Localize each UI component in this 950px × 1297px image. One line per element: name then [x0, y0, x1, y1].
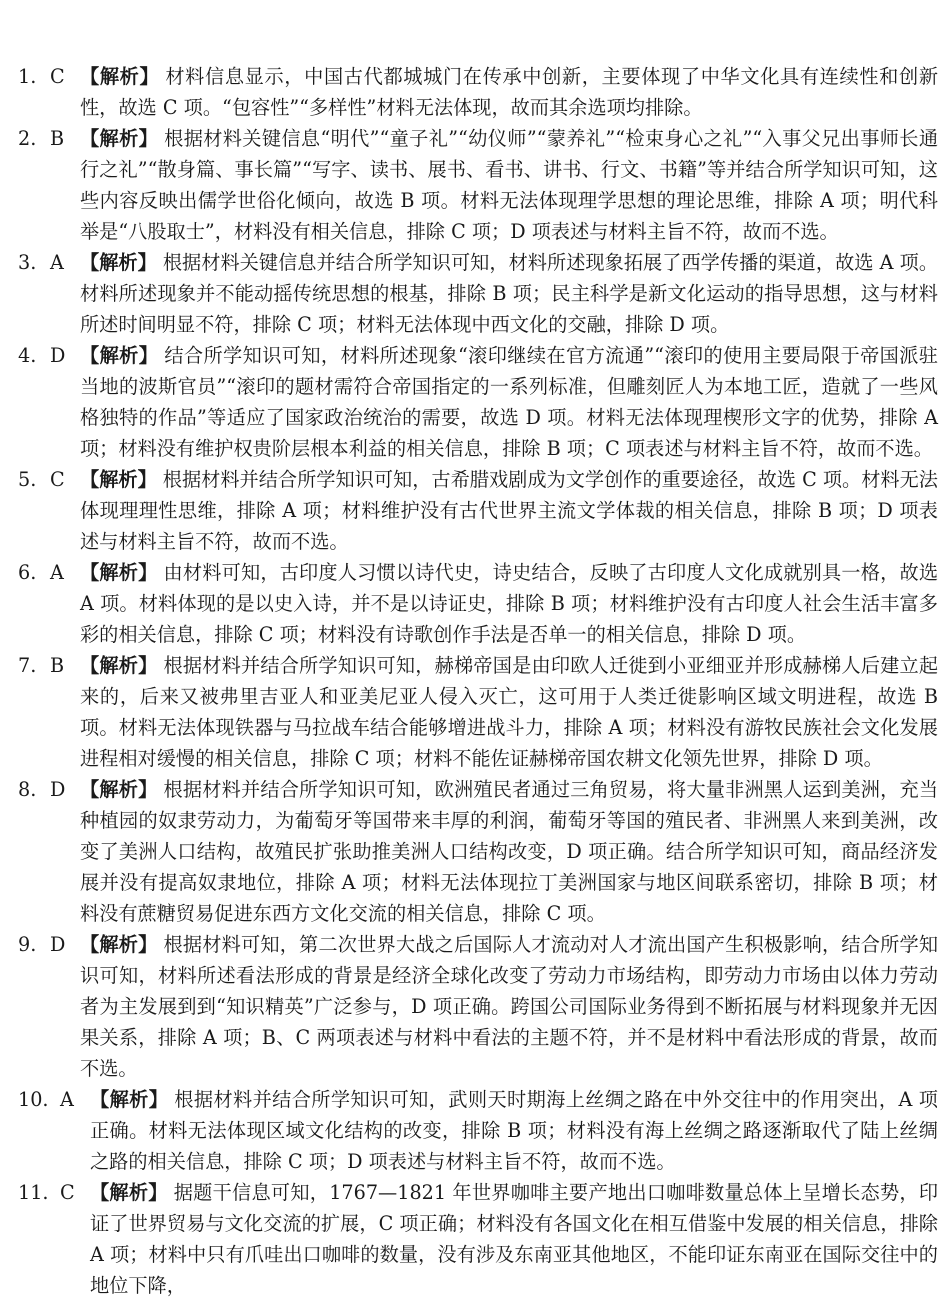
answer-item-10 [18, 1084, 938, 1177]
analysis-tag: 【解析】 [80, 65, 160, 88]
item-number: 4. [18, 344, 37, 367]
analysis-text: 根据材料可知，第二次世界大战之后国际人才流动对人才流出国产生积极影响，结合所学知识可知，材料所述看法形成的背景是经济全球化改变了劳动力市场结构，即劳动力市场由以体力劳动者为主发展到到“知识精英”广泛参与，D 项正确。跨国公司国际业务得到不断拓展与材料现象并无因果关系，排除 A 项；B、C 两项表述与材料中看法的主题不符，并不是材料中看法形成的背景，故而不选。 [80, 933, 939, 1080]
item-number: 2. [18, 127, 37, 150]
item-number: 10. [18, 1088, 49, 1111]
analysis-tag: 【解析】 [90, 1181, 168, 1204]
item-answer: D [50, 344, 66, 367]
item-number: 11. [18, 1181, 49, 1204]
item-number: 5. [18, 468, 37, 491]
item-answer: A [50, 251, 64, 274]
item-answer: C [50, 468, 65, 491]
answer-item-3 [18, 247, 938, 340]
analysis-text: 材料信息显示，中国古代都城城门在传承中创新，主要体现了中华文化具有连续性和创新性，故选 C 项。“包容性”“多样性”材料无法体现，故而其余选项均排除。 [80, 65, 939, 119]
item-answer: B [50, 127, 65, 150]
answer-item-2 [18, 123, 938, 247]
analysis-tag: 【解析】 [80, 468, 157, 491]
answer-item-11 [18, 1177, 938, 1297]
analysis-tag: 【解析】 [80, 654, 158, 677]
item-number: 7. [18, 654, 37, 677]
answer-item-5 [18, 464, 938, 557]
answer-item-8 [18, 774, 938, 929]
answer-item-7 [18, 650, 938, 774]
item-answer: C [50, 65, 65, 88]
item-number: 6. [18, 561, 37, 584]
analysis-text: 根据材料关键信息并结合所学知识可知，材料所述现象拓展了西学传播的渠道，故选 A 项。材料所述现象并不能动摇传统思想的根基，排除 B 项；民主科学是新文化运动的指导思想，这与材料所述时间明显不符，排除 C 项；材料无法体现中西文化的交融，排除 D 项。 [80, 251, 939, 336]
item-answer: D [50, 933, 66, 956]
analysis-text: 由材料可知，古印度人习惯以诗代史，诗史结合，反映了古印度人文化成就别具一格，故选 A 项。材料体现的是以史入诗，并不是以诗证史，排除 B 项；材料维护没有古印度人社会生活丰富多彩的相关信息，排除 C 项；材料没有诗歌创作手法是否单一的相关信息，排除 D 项。 [80, 561, 939, 646]
analysis-text: 据题干信息可知，1767—1821 年世界咖啡主要产地出口咖啡数量总体上呈增长态势，印证了世界贸易与文化交流的扩展，C 项正确；材料没有各国文化在相互借鉴中发展的相关信息，排除 A 项；材料中只有爪哇出口咖啡的数量，没有涉及东南亚其他地区，不能印证东南亚在国际交往中的地位下降， [90, 1181, 938, 1297]
analysis-tag: 【解析】 [80, 933, 158, 956]
analysis-tag: 【解析】 [80, 251, 157, 274]
item-answer: C [60, 1181, 75, 1204]
item-answer: D [50, 778, 66, 801]
answer-item-6 [18, 557, 938, 650]
analysis-text: 根据材料并结合所学知识可知，古希腊戏剧成为文学创作的重要途径，故选 C 项。材料无法体现理理性思维，排除 A 项；材料维护没有古代世界主流文学体裁的相关信息，排除 B 项；D 项表述与材料主旨不符，故而不选。 [80, 468, 938, 553]
item-answer: B [50, 654, 65, 677]
analysis-tag: 【解析】 [80, 561, 158, 584]
item-number: 3. [18, 251, 37, 274]
analysis-text: 根据材料并结合所学知识可知，赫梯帝国是由印欧人迁徙到小亚细亚并形成赫梯人后建立起来的，后来又被弗里吉亚人和亚美尼亚人侵入灭亡，这可用于人类迁徙影响区域文明进程，故选 B 项。材料无法体现铁器与马拉战车结合能够增进战斗力，排除 A 项；材料没有游牧民族社会文化发展进程相对缓慢的相关信息，排除 C 项；材料不能佐证赫梯帝国农耕文化领先世界，排除 D 项。 [80, 654, 939, 770]
analysis-tag: 【解析】 [80, 344, 159, 367]
analysis-tag: 【解析】 [80, 778, 158, 801]
answer-item-4 [18, 340, 938, 464]
item-answer: A [60, 1088, 74, 1111]
analysis-text: 根据材料并结合所学知识可知，欧洲殖民者通过三角贸易，将大量非洲黑人运到美洲，充当种植园的奴隶劳动力，为葡萄牙等国带来丰厚的利润，葡萄牙等国的殖民者、非洲黑人来到美洲，改变了美洲人口结构，故殖民扩张助推美洲人口结构改变，D 项正确。结合所学知识可知，商品经济发展并没有提高奴隶地位，排除 A 项；材料无法体现拉丁美洲国家与地区间联系密切，排除 B 项；材料没有蔗糖贸易促进东西方文化交流的相关信息，排除 C 项。 [80, 778, 939, 925]
answer-item-1 [18, 61, 938, 123]
item-number: 8. [18, 778, 37, 801]
analysis-text: 根据材料并结合所学知识可知，武则天时期海上丝绸之路在中外交往中的作用突出，A 项正确。材料无法体现区域文化结构的改变，排除 B 项；材料没有海上丝绸之路逐渐取代了陆上丝绸之路的相关信息，排除 C 项；D 项表述与材料主旨不符，故而不选。 [90, 1088, 938, 1173]
item-number: 1. [18, 65, 37, 88]
analysis-text: 结合所学知识可知，材料所述现象“滚印继续在官方流通”“滚印的使用主要局限于帝国派驻当地的波斯官员”“滚印的题材需符合帝国指定的一系列标准，但雕刻匠人为本地工匠，造就了一些风格独特的作品”等适应了国家政治统治的需要，故选 D 项。材料无法体现理楔形文字的优势，排除 A 项；材料没有维护权贵阶层根本利益的相关信息，排除 B 项；C 项表述与材料主旨不符，故而不选。 [80, 344, 938, 460]
item-answer: A [50, 561, 64, 584]
item-number: 9. [18, 933, 37, 956]
analysis-tag: 【解析】 [80, 127, 159, 150]
analysis-tag: 【解析】 [90, 1088, 169, 1111]
analysis-text: 根据材料关键信息“明代”“童子礼”“幼仪师”“蒙养礼”“检束身心之礼”“入事父兄出事师长通行之礼”“散身篇、事长篇”“写字、读书、展书、看书、讲书、行文、书籍”等并结合所学知识可知，这些内容反映出儒学世俗化倾向，故选 B 项。材料无法体现理学思想的理论思维，排除 A 项；明代科举是“八股取士”，材料没有相关信息，排除 C 项；D 项表述与材料主旨不符，故而不选。 [80, 127, 939, 243]
answer-item-9 [18, 929, 938, 1084]
